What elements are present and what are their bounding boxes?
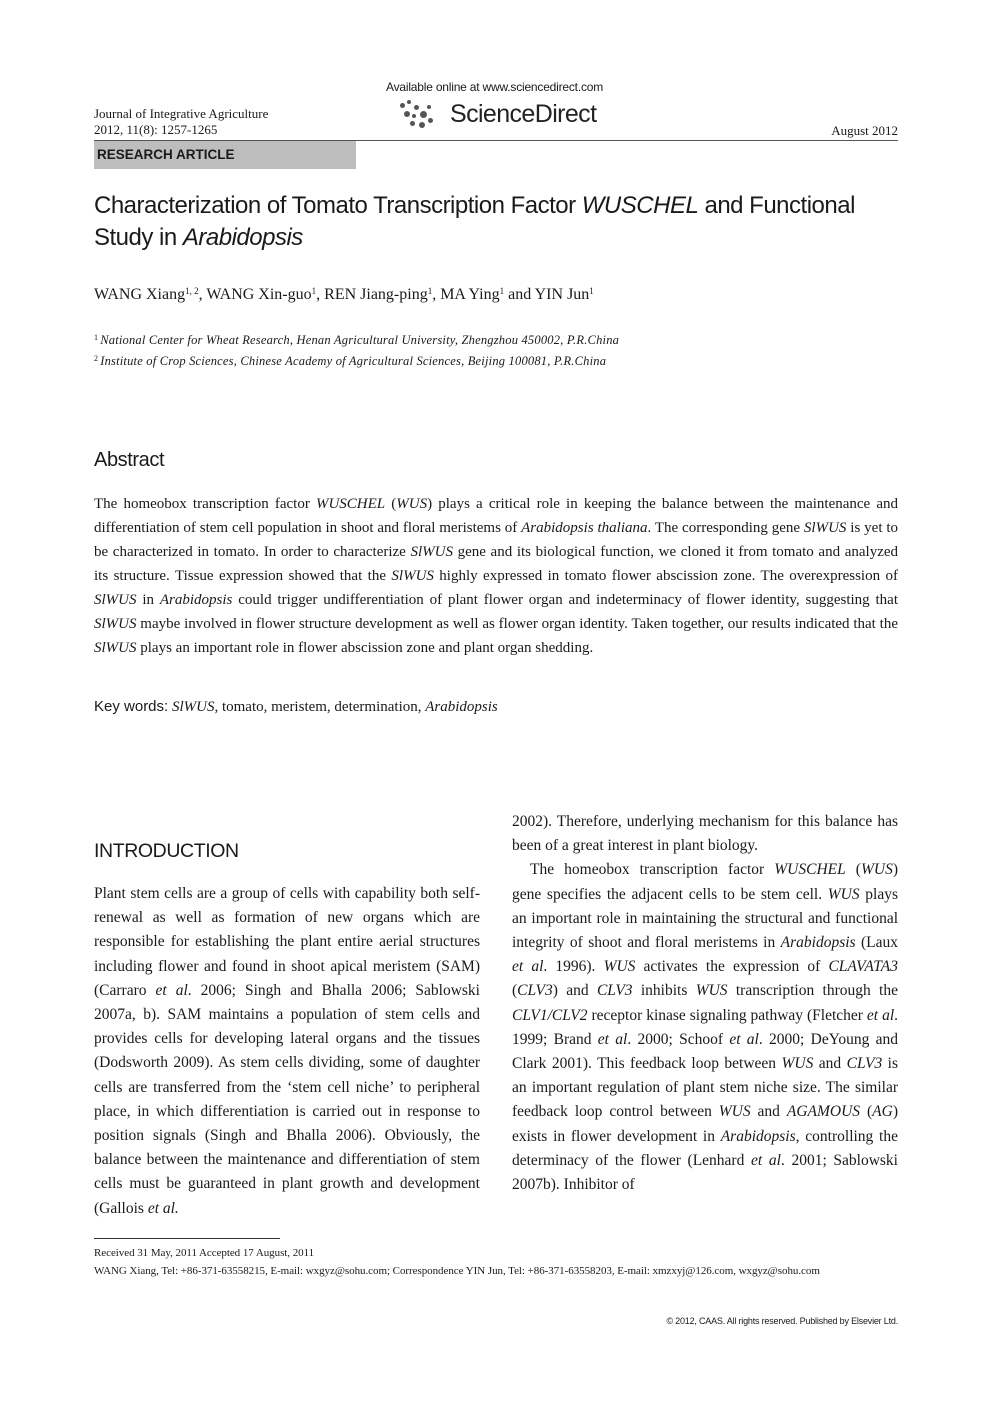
abstract-text: plays an important role in flower abscission zone and plant organ shedding. [136, 640, 594, 656]
sciencedirect-logo[interactable] [398, 97, 596, 131]
keyword-italic: SlWUS [171, 699, 215, 715]
affiliation-number: 1 [94, 333, 99, 342]
body-italic: et al [597, 1030, 628, 1048]
sciencedirect-dots-icon [398, 97, 444, 131]
body-italic: CLV3 [596, 982, 633, 1000]
body-italic: et al [512, 958, 544, 976]
body-italic: et al. [147, 1199, 179, 1217]
body-text: . 1996). [543, 958, 604, 976]
body-italic: WUS [603, 958, 636, 976]
abstract-text: could trigger undifferentiation of plant flower organ and indeterminacy of flower identity, suggesting that [232, 592, 898, 608]
keyword-text: , tomato, meristem, determination, [214, 699, 426, 715]
body-italic: et al [729, 1030, 759, 1048]
journal-issue: 2012, 11(8): 1257-1265 [94, 122, 218, 137]
author-separator: , [198, 286, 207, 303]
body-italic: CLV1/CLV2 [512, 1006, 588, 1024]
sciencedirect-logo-text: ScienceDirect [450, 99, 597, 128]
body-text: . 1999; Brand [512, 1006, 898, 1048]
abstract-text: The homeobox transcription factor [94, 496, 316, 512]
body-text: ( [845, 861, 861, 879]
body-text: is an important regulation of plant stem niche size. The similar feedback loop control between [512, 1055, 899, 1121]
intro-left-column [94, 882, 480, 1221]
author-affiliation: 1 [427, 286, 433, 296]
title-italic-2: Arabidopsis [182, 224, 303, 251]
abstract-text: gene and its biological function, we cloned it from tomato and analyzed its structure. Tissue expression showed that the [94, 544, 899, 584]
issue-date: August 2012 [831, 123, 898, 138]
body-italic: WUSCHEL [774, 861, 846, 879]
body-italic: et al [751, 1151, 781, 1169]
abstract-text: ( [385, 496, 397, 512]
intro-paragraph-1-cont: 2002). Therefore, underlying mechanism for this balance has been of a great interest in plant biology. [512, 813, 898, 855]
body-text: plays an important role in maintaining the structural and functional integrity of shoot and floral meristems in [512, 885, 899, 952]
body-text: and [813, 1055, 847, 1073]
body-text: . 2006; Singh and Bhalla 2006; Sablowski 2007a, b). SAM maintains a population of stem cells and provides cells for developing lateral organs and the tissues (Dodsworth 2009). As stem cells dividing, some of daughter cells are transferred from the ‘stem cell niche’ to peripheral place, in which differentiation is carried out in response to position signals (Singh and Bhalla 2006). Obviously, the balance between the maintenance and differentiation of stem cells must be guaranteed in plant growth and development (Gallois [94, 981, 480, 1217]
body-text: . 2000; Schoof [627, 1030, 730, 1048]
body-italic: CLAVATA3 [828, 958, 898, 976]
abstract-text: ) plays a critical role in keeping the balance between the maintenance and differentiation of stem cell population in shoot and floral meristems of [94, 496, 899, 536]
abstract-italic: SlWUS [94, 640, 137, 656]
intro-paragraph-2 [512, 858, 898, 1197]
body-italic: WUS [781, 1055, 814, 1073]
author-name: YIN Jun [534, 286, 590, 303]
body-text: ) and [552, 982, 597, 1000]
affiliation-text: Institute of Crop Sciences, Chinese Academy of Agricultural Sciences, Beijing 100081, P.R.China [100, 354, 607, 368]
body-italic: WUS [718, 1103, 751, 1121]
article-type-badge: RESEARCH ARTICLE [94, 141, 356, 169]
author-name: WANG Xin-guo [206, 286, 312, 303]
abstract-italic: WUSCHEL [315, 496, 386, 512]
body-text: ) exists in flower development in [512, 1103, 898, 1145]
abstract-text: highly expressed in tomato flower abscission zone. The overexpression of [433, 568, 898, 584]
keyword-italic: Arabidopsis [425, 699, 498, 715]
abstract-italic: WUS [396, 496, 428, 512]
body-italic: CLV3 [846, 1055, 883, 1073]
affiliation-text: National Center for Wheat Research, Henan Agricultural University, Zhengzhou 450002, P.R.China [100, 333, 620, 347]
abstract-body [94, 492, 898, 660]
received-dates: Received 31 May, 2011 Accepted 17 August, 2011 [94, 1247, 315, 1259]
body-italic: AG [872, 1103, 893, 1121]
body-text: inhibits [632, 982, 696, 1000]
abstract-text: in [136, 592, 160, 608]
affiliation-2 [94, 354, 606, 369]
body-text: transcription through the [727, 982, 898, 1000]
contact-info: WANG Xiang, Tel: +86-371-63558215, E-mail: wxgyz@sohu.com; Correspondence YIN Jun, Tel: +86-371-63558203, E-mail: xmzxyj@126.com, wxgyz@sohu.com [94, 1265, 820, 1277]
affiliation-number: 2 [94, 354, 99, 363]
body-text: . 2001; Sablowski 2007b). Inhibitor of [512, 1151, 898, 1194]
author-name: WANG Xiang [94, 286, 186, 303]
body-text: ( [512, 982, 518, 1000]
abstract-italic: Arabidopsis [159, 592, 233, 608]
abstract-italic: SlWUS [391, 568, 434, 584]
author-affiliation: 1 [589, 286, 594, 296]
author-list [94, 286, 594, 304]
author-separator: , [432, 286, 441, 303]
body-italic: WUS [695, 982, 728, 1000]
abstract-heading: Abstract [94, 449, 165, 471]
body-text: (Laux [855, 934, 899, 952]
body-italic: CLV3 [517, 982, 553, 1000]
author-separator: , [316, 286, 325, 303]
abstract-text: is yet to be characterized in tomato. In order to characterize [94, 520, 899, 560]
title-text-1: Characterization of Tomato Transcription Factor [94, 192, 582, 219]
title-text-2: and Functional Study in [94, 192, 855, 251]
abstract-italic: SlWUS [803, 520, 847, 536]
author-affiliation: 1 [499, 286, 505, 296]
abstract-italic: SlWUS [94, 592, 137, 608]
author-affiliation: 1, 2 [185, 286, 199, 296]
keywords [94, 698, 498, 716]
author-separator: and [504, 286, 535, 303]
body-italic: Arabidopsis [780, 934, 856, 952]
available-online-text[interactable]: Available online at www.sciencedirect.com [386, 80, 604, 94]
intro-paragraph-1 [94, 882, 480, 1221]
footnote-rule [94, 1238, 280, 1239]
intro-right-column [512, 810, 898, 1197]
abstract-italic: SlWUS [94, 616, 137, 632]
body-text: and [750, 1103, 787, 1121]
body-text: The homeobox transcription factor [530, 861, 775, 879]
body-italic: Arabidopsis [720, 1127, 796, 1145]
body-italic: WUS [860, 861, 893, 879]
body-italic: WUS [827, 885, 860, 903]
abstract-italic: Arabidopsis thaliana [521, 520, 648, 536]
body-text: , controlling the determinacy of the flower (Lenhard [512, 1127, 898, 1169]
body-text: Plant stem cells are a group of cells with capability both self-renewal as well as formation of new organs which are responsible for establishing the plant entire aerial structures including flower and found in shoot apical meristem (SAM) (Carraro [94, 885, 480, 999]
body-text: . 2000; DeYoung and Clark 2001). This feedback loop between [512, 1030, 899, 1073]
introduction-heading: INTRODUCTION [94, 840, 239, 862]
abstract-italic: SlWUS [410, 544, 453, 560]
copyright-notice: © 2012, CAAS. All rights reserved. Published by Elsevier Ltd. [666, 1316, 898, 1326]
journal-info [94, 106, 268, 138]
body-italic: et al [866, 1006, 895, 1024]
body-italic: AGAMOUS [786, 1103, 861, 1121]
journal-name: Journal of Integrative Agriculture [94, 106, 269, 121]
abstract-text: . The corresponding gene [647, 520, 804, 536]
keywords-label: Key words: [94, 698, 169, 715]
body-italic: et al [155, 981, 188, 999]
author-affiliation: 1 [311, 286, 317, 296]
body-text: ) gene specifies the adjacent cells to be stem cell. [512, 861, 899, 903]
author-name: REN Jiang-ping [324, 286, 428, 303]
title-italic-1: WUSCHEL [581, 192, 699, 219]
body-text: activates the expression of [635, 958, 829, 976]
article-title [94, 190, 914, 254]
author-name: MA Ying [440, 286, 500, 303]
affiliation-1 [94, 333, 619, 348]
body-text: ( [860, 1103, 873, 1121]
abstract-text: maybe involved in flower structure development as well as flower organ identity. Taken together, our results indicated that the [136, 616, 898, 632]
body-text: receptor kinase signaling pathway (Fletcher [587, 1006, 867, 1024]
